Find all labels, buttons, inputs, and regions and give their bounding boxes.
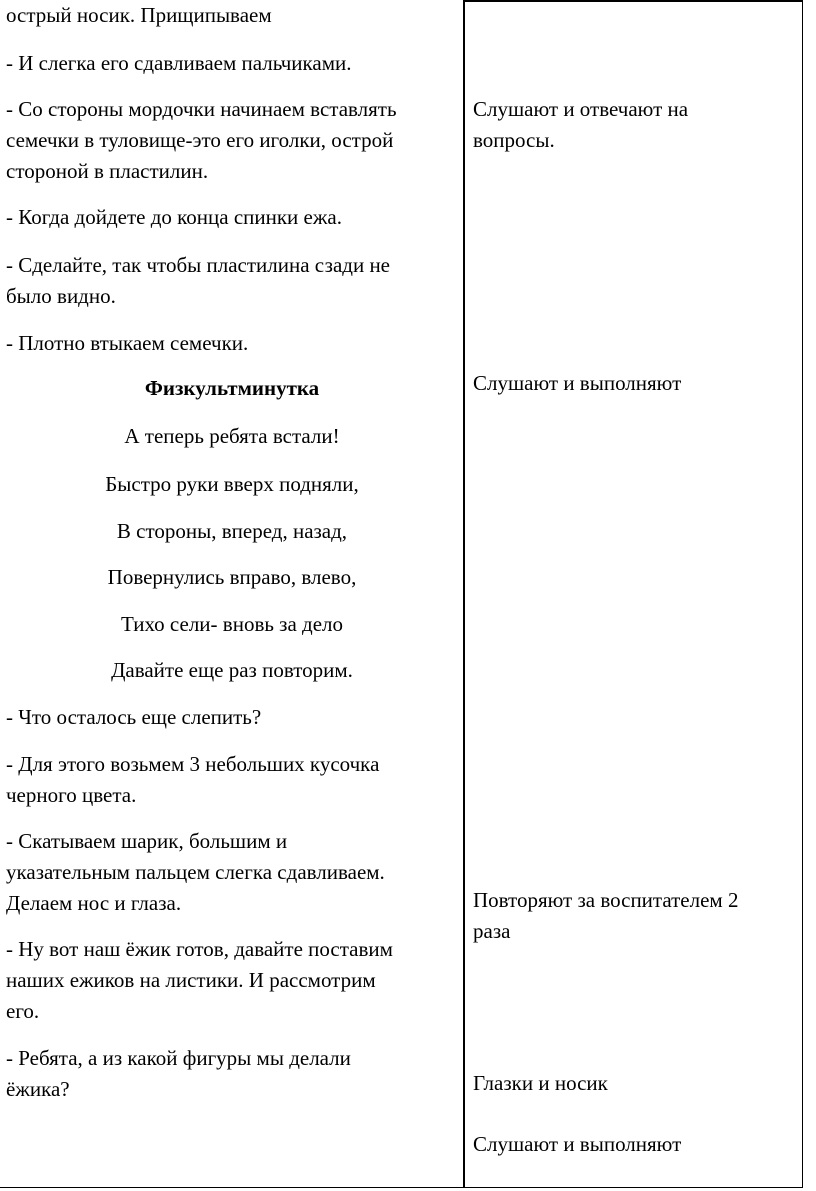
- text-line: - Для этого возьмем 3 небольших кусочка: [6, 752, 380, 776]
- text-line: - Со стороны мордочки начинаем вставлять: [6, 97, 397, 121]
- text-line: ёжика?: [6, 1077, 70, 1101]
- text-line: - Ну вот наш ёжик готов, давайте поставим: [6, 937, 393, 961]
- text-line: указательным пальцем слегка сдавливаем.: [6, 860, 385, 884]
- text-line: - Скатываем шарик, большим и: [6, 829, 288, 853]
- activity-line: Глазки и носик: [473, 1071, 608, 1095]
- text-line: - Плотно втыкаем семечки.: [6, 331, 249, 355]
- text-line: - Что осталось еще слепить?: [6, 705, 262, 729]
- activity-line: вопросы.: [473, 128, 555, 152]
- activity-line: Слушают и выполняют: [473, 371, 682, 395]
- text-line: - Ребята, а из какой фигуры мы делали: [6, 1046, 351, 1070]
- text-line: - Когда дойдете до конца спинки ежа.: [6, 205, 342, 229]
- text-line: - Сделайте, так чтобы пластилина сзади не: [6, 253, 390, 277]
- table-top-border: [463, 0, 803, 2]
- text-line: Делаем нос и глаза.: [6, 891, 182, 915]
- poem-line: А теперь ребята встали!: [124, 424, 340, 448]
- text-line: острый носик. Прищипываем: [6, 3, 272, 27]
- section-heading: Физкультминутка: [144, 376, 320, 400]
- activity-line: Повторяют за воспитателем 2: [473, 888, 739, 912]
- poem-line: Быстро руки вверх подняли,: [105, 472, 359, 496]
- poem-line: Тихо сели- вновь за дело: [120, 612, 344, 636]
- activity-line: раза: [473, 919, 511, 943]
- poem-line: Повернулись вправо, влево,: [107, 565, 357, 589]
- text-line: черного цвета.: [6, 783, 137, 807]
- text-line: наших ежиков на листики. И рассмотрим: [6, 968, 376, 992]
- text-line: его.: [6, 999, 40, 1023]
- column-divider: [463, 0, 465, 1188]
- activity-line: Слушают и отвечают на: [473, 97, 689, 121]
- text-line: - И слегка его сдавливаем пальчиками.: [6, 51, 352, 75]
- text-line: стороной в пластилин.: [6, 159, 209, 183]
- text-line: было видно.: [6, 284, 116, 308]
- activity-line: Слушают и выполняют: [473, 1132, 682, 1156]
- text-line: семечки в туловище-это его иголки, острой: [6, 128, 394, 152]
- poem-line: Давайте еще раз повторим.: [111, 658, 353, 682]
- poem-line: В стороны, вперед, назад,: [116, 519, 348, 543]
